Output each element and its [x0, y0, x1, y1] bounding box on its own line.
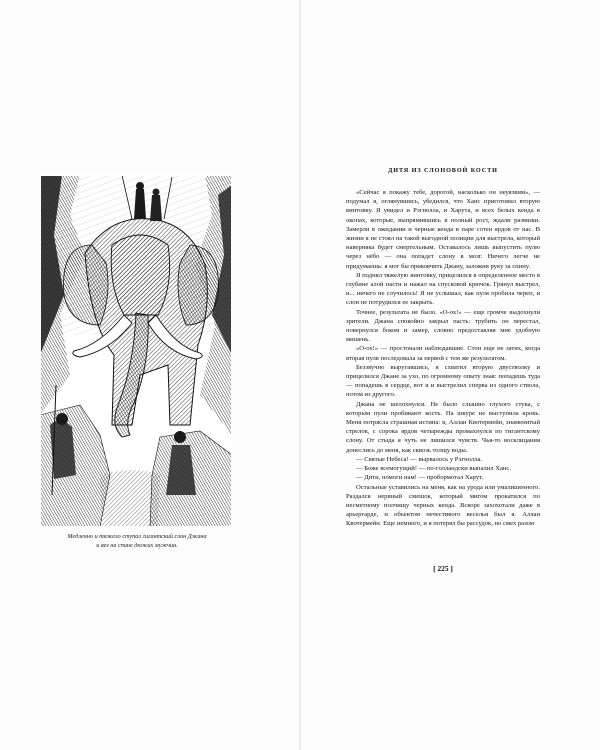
- paragraph: «Сейчас я покажу тебе, дорогой, насколько он неуязвим», — подумал я, оглянувшись, убедился, что Ханс приготовил вторую винтовку. Я увидел и Рэгнолла, и Харута, и всех белых кенда в окопах, которые, выпрямившись в полный рост, ждали развязки. Замерли в ожидании и черные кенда в паре сотен ярдов от нас. В жизни я не стоял на такой выгодной позиции для выстрела, который наверняка будет смертельным. Оставалось лишь выпустить пулю через нёбо — она попадет слону в мозг. Ничего легче не придумаешь: я мог бы приковчить Джану, заложив руку за спину.: [346, 189, 540, 270]
- paragraph: — Дити, помоги нам! — пробормотал Харут.: [356, 474, 484, 482]
- illustration-caption: [40, 533, 234, 550]
- book-gutter: [299, 0, 301, 750]
- page-number: [ 225 ]: [433, 564, 453, 573]
- body-text: [346, 188, 540, 560]
- caption-line: Медленно и тяжело ступал гигантский слон Джана: [67, 533, 207, 540]
- paragraph: Я поднял тяжелую винтовку, прицелился в определенное место в глубине алой пасти и нажал на спусковой крючок. Грянул выстрел, и... ничего не случилось! Я не услышал, как пуля пробила череп, и слон не потрудился ее закрыть.: [346, 271, 540, 307]
- paragraph: Джана не шелохнулся. Не было слышно глухого стука, с которым пули пробивают кость. На шкуре не выступила кровь. Меня потрясла страшная истина: я, Аллан Квотермейн, знаменитый стрелок, с сорока ярдов четырежды промахнулся по гигантскому слону. От стыда я чуть не лишился чувств. Чья-то восклицания донеслись до меня, как сквозь толщу воды.: [346, 400, 540, 454]
- paragraph: «О-ох!» — простонали наблюдавшие. Стон еще не затих, когда вторая пуля последовала за первой с тем же результатом.: [346, 345, 540, 362]
- running-head: ДИТЯ ИЗ СЛОНОВОЙ КОСТИ: [388, 167, 498, 174]
- paragraph: Беззвучно выругавшись, я схватил вторую двустволку и прицелился Джане за ухо, по огромному опыту зная: попадешь туда — попадешь в сердце, вот я и выстрелил сперва из одного ствола, потом из другого.: [346, 363, 540, 399]
- paragraph: Остальные уставились на меня, как на урода или умалишенного. Раздался нервный смешок, который мигом прокатился по несметному полчищу черных кенда. Вскоре захохотали даже в арьергарде, и объектом нечестивого веселья был я. Аллан Квотермейн. Еще немного, и я потерял бы рассудок, но смех разом: [346, 483, 540, 528]
- elephant-illustration: [40, 175, 232, 527]
- paragraph: — Святые Небеса! — вырвалось у Рэгнолла.: [356, 455, 483, 463]
- paragraph: — Боже всемогущий! — по-голландски выпалил Ханс.: [356, 465, 511, 473]
- caption-line: и вез на спине дюжих мужчин.: [96, 541, 178, 549]
- paragraph: Точнее, результата не было. «О-ох!» — еще громче выдохнули зрители. Джана спокойно закрыл пасть: трубить он перестал, повернулся боком и замер, словно предоставляя мне удобную мишень.: [346, 308, 540, 344]
